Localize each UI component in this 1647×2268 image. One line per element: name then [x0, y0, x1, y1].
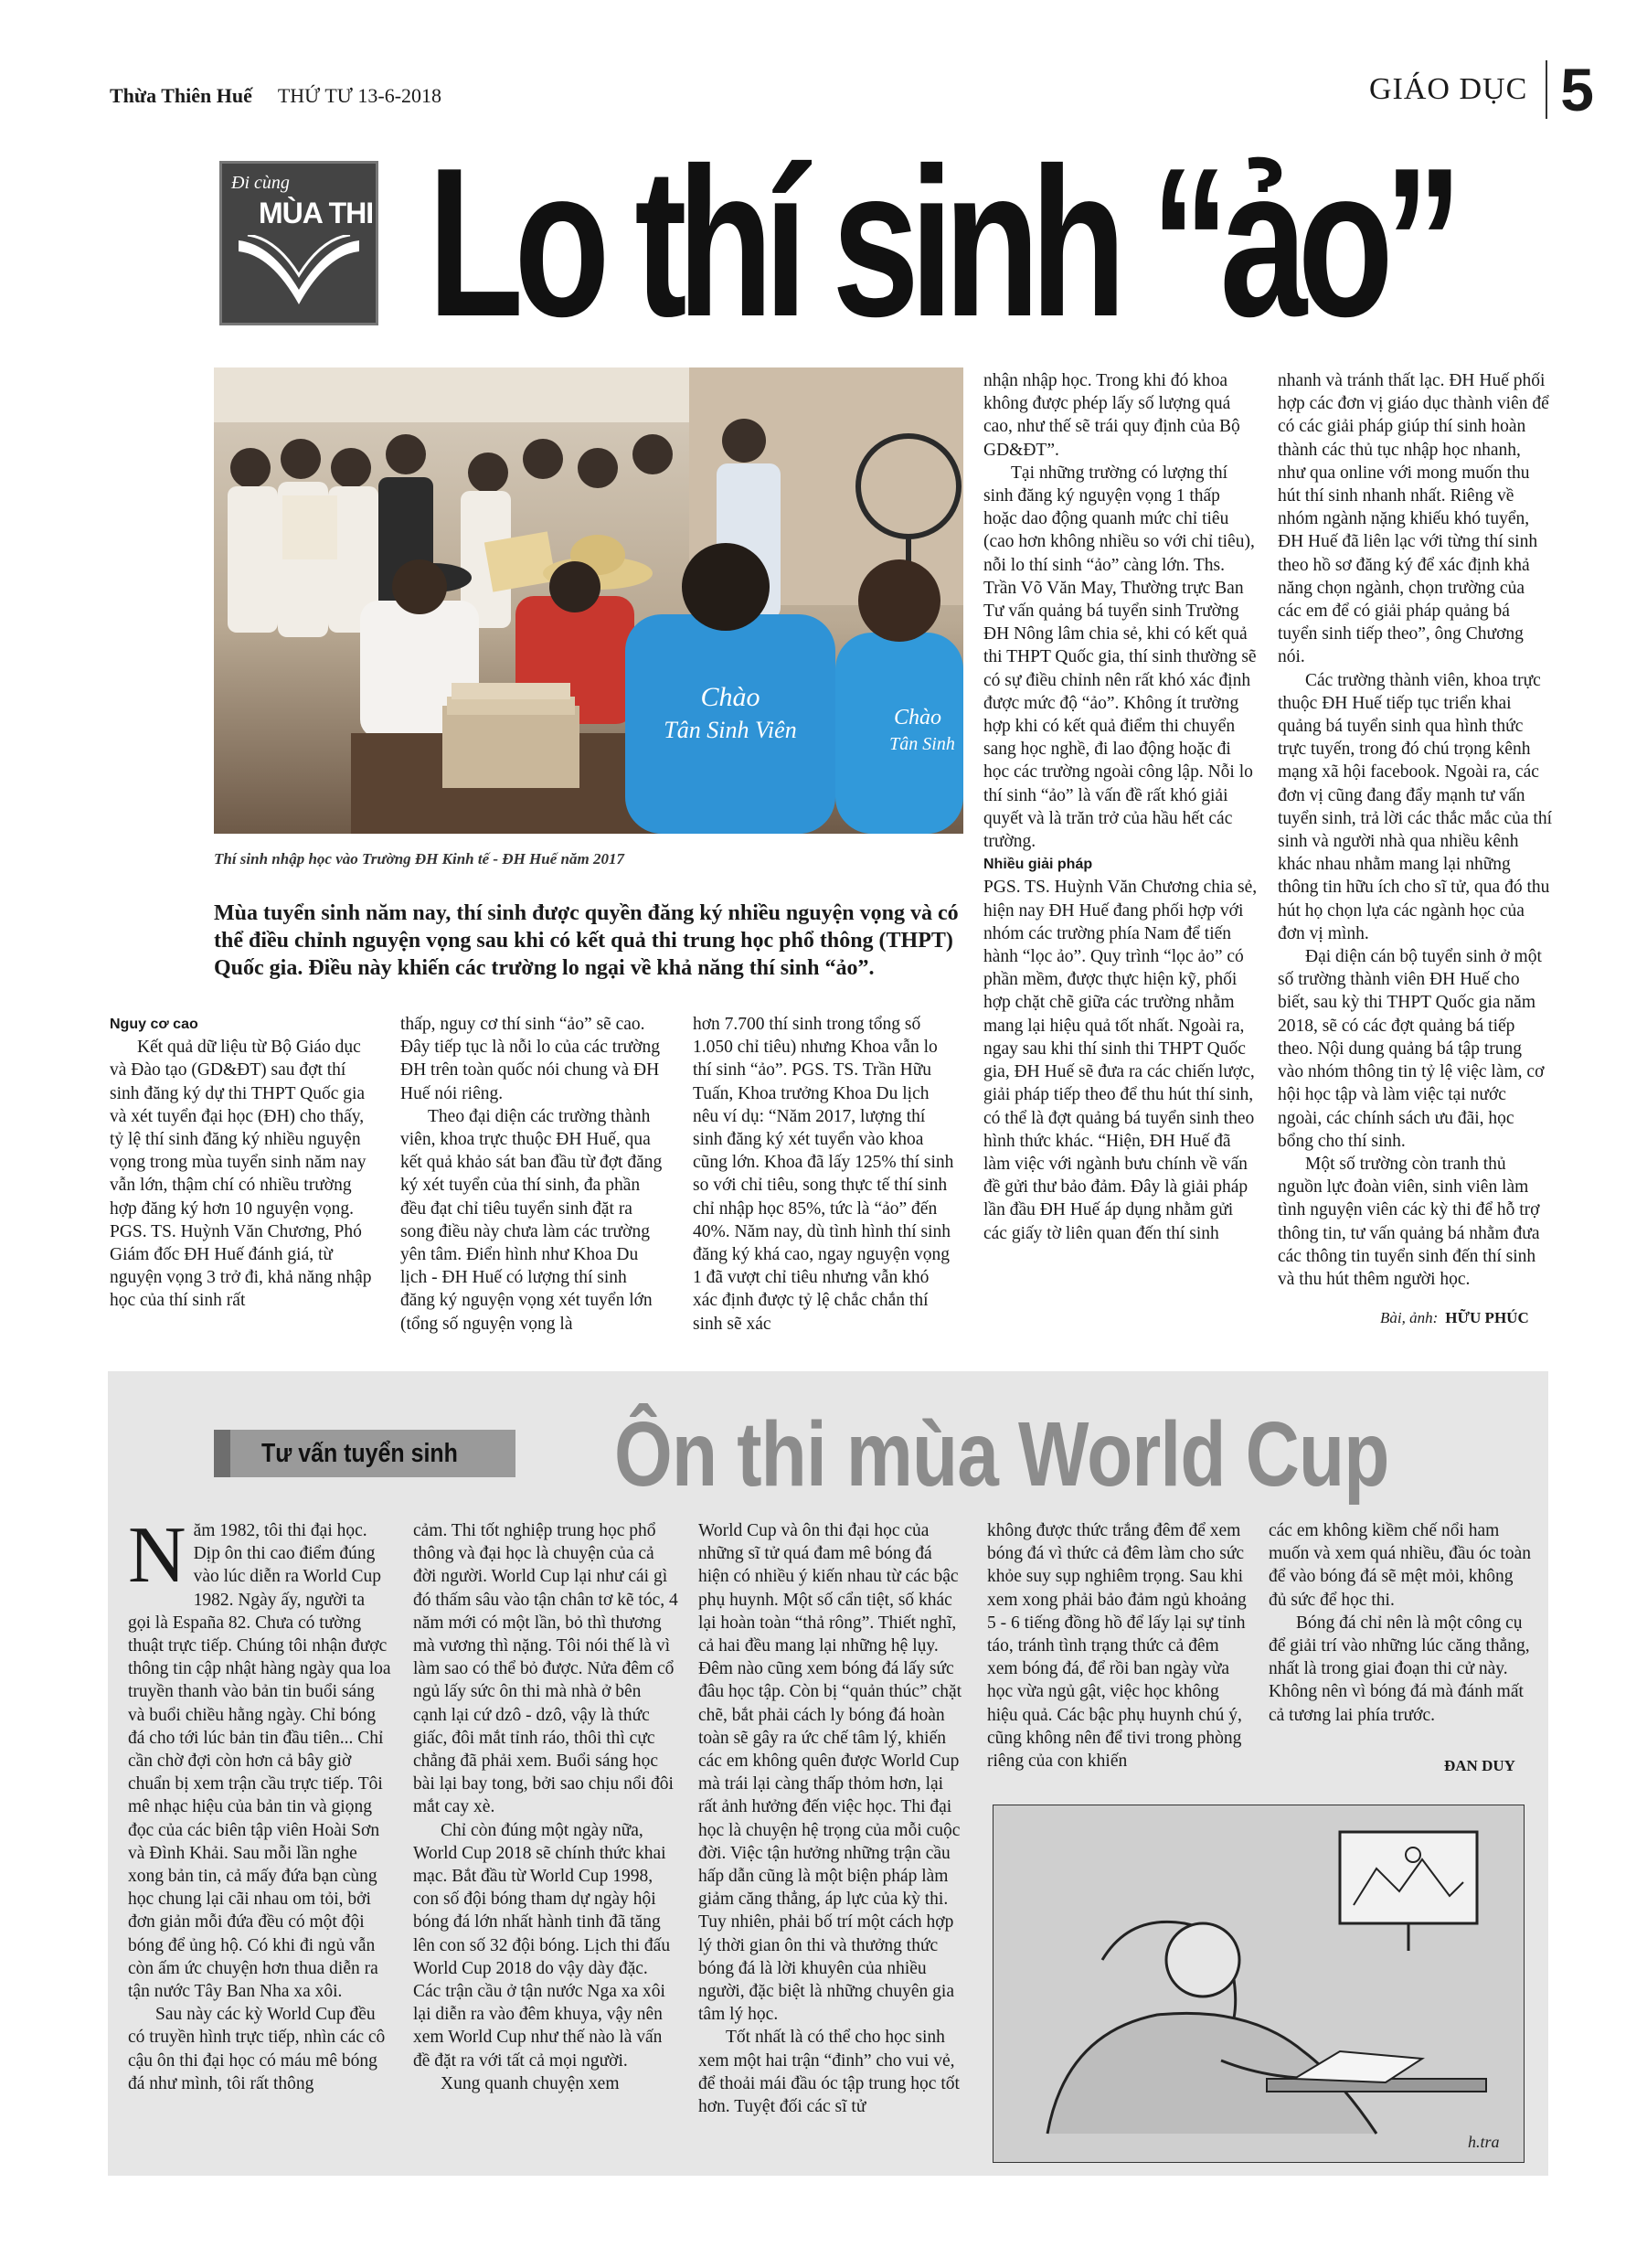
article1-column-lower-2 [400, 1013, 665, 1336]
body-paragraph: Năm 1982, tôi thi đại học. Dịp ôn thi cao điểm đúng vào lúc diễn ra World Cup 1982. Ngày ấy, người ta gọi là España 82. Chưa có tường thuật trực tiếp. Chúng tôi nhận được thông tin cập nhật hàng ngày qua loa truyền thanh vào bản tin buổi sáng và buổi chiều hằng ngày. Chỉ bóng đá cho tới lúc bản tin đầu tiên... Chỉ cần chờ đợi còn hơn cả bây giờ chuẩn bị xem trận cầu trực tiếp. Tôi mê nhạc hiệu của bản tin và giọng đọc của các biên tập viên Hoài Sơn và Đình Khải. Sau mỗi lần nghe xong bản tin, cả mấy đứa bạn cùng học chung lại cãi nhau om tỏi, bởi đơn giản mỗi đứa đều có một đội bóng để ủng hộ. Có khi đi ngủ vẫn còn ấm ức chuyện hơn thua diễn ra tận nước Tây Ban Nha xa xôi. [128, 1511, 391, 2002]
svg-text:Tân Sinh: Tân Sinh [889, 734, 955, 754]
byline-name: HỮU PHÚC [1445, 1309, 1529, 1326]
svg-text:Chào: Chào [700, 682, 760, 712]
article2-column-4 [987, 1519, 1252, 1773]
body-paragraph: Theo đại diện các trường thành viên, khoa trực thuộc ĐH Huế, qua kết quả khảo sát ban đầu từ đợt đăng ký xét tuyển của thí sinh, đa phần đều đạt chỉ tiêu tuyển sinh đặt ra song điều này chưa làm các trường yên tâm. Điển hình như Khoa Du lịch - ĐH Huế có lượng thí sinh đăng ký nguyện vọng xét tuyển lớn (tổng số nguyện vọng là [400, 1106, 663, 1334]
article-photo [214, 367, 963, 834]
logo-line2: MÙA THI [259, 197, 374, 229]
svg-text:Tân Sinh Viên: Tân Sinh Viên [664, 717, 797, 743]
column-logo [219, 161, 378, 325]
body-paragraph: Đại diện cán bộ tuyển sinh ở một số trường thành viên ĐH Huế cho biết, sau kỳ thi THPT Quốc gia năm 2018, sẽ có các đợt quảng bá tiếp theo. Nội dung quảng bá tập trung vào nhóm thông tin tỷ lệ việc làm, cơ hội học tập và làm việc tại nước ngoài, các chính sách ưu đãi, học bổng cho thí sinh. [1278, 947, 1545, 1151]
header-divider [1546, 60, 1547, 119]
article1-column-lower-1 [110, 1013, 375, 1313]
book-icon [235, 235, 363, 308]
article-lead: Mùa tuyển sinh năm nay, thí sinh được quyền đăng ký nhiều nguyện vọng và có thể điều chỉnh nguyện vọng sau khi có kết quả thi trung học phổ thông (THPT) Quốc gia. Điều này khiến các trường lo ngại về khả năng thí sinh “ảo”. [214, 901, 959, 980]
body-paragraph: nhanh và tránh thất lạc. ĐH Huế phối hợp các đơn vị giáo dục thành viên để có các giải pháp giúp thí sinh hoàn thành các thủ tục nhập học nhanh, như qua online với mong muốn thu hút thí sinh nhanh nhất. Riêng về nhóm ngành nặng khiếu khó tuyển, ĐH Huế đã liên lạc với từng thí sinh theo hồ sơ đăng ký để xác định khả năng chọn ngành, chọn trường của các em để có giải pháp quảng bá tuyển sinh tiếp theo”, ông Chương nói. [1278, 371, 1549, 667]
tag-accent [214, 1430, 230, 1477]
drop-cap: N [128, 1511, 186, 1600]
article2-column-2 [413, 1519, 678, 2095]
photo-students-queue-icon [214, 367, 963, 834]
body-paragraph: Sau này các kỳ World Cup đều có truyền hình trực tiếp, nhìn các cô cậu ôn thi đại học có máu mê bóng đá như mình, tôi rất thông [128, 2005, 386, 2093]
body-paragraph: Một số trường còn tranh thủ nguồn lực đoàn viên, sinh viên làm tình nguyện viên các kỳ thi để hỗ trợ thông tin, tư vấn quảng bá nhằm đưa các thông tin tuyển sinh đến thí sinh và thu hút thêm người học. [1278, 1154, 1540, 1289]
svg-text:Chào: Chào [893, 706, 942, 729]
article2-column-1 [128, 1511, 391, 2095]
body-paragraph: cảm. Thi tốt nghiệp trung học phổ thông và đại học là chuyện của cả đời người. World Cup lại như cái gì đó thấm sâu vào tận chân tơ kẽ tóc, 4 năm mới có một lần, bỏ thì thương mà vương thì nặng. Tôi nói thế là vì làm sao có thể bỏ được. Nửa đêm cổ ngủ lấy sức ôn thi mà nhà ở bên cạnh lại cứ dzô - dzô, vậy là thức giấc, đôi mắt tỉnh ráo, thôi thì cực chẳng đã phải xem. Buổi sáng học bài lại bay tong, bởi sao chịu nổi đôi mắt cay xè. [413, 1521, 678, 1817]
body-paragraph: PGS. TS. Huỳnh Văn Chương chia sẻ, hiện nay ĐH Huế đang phối hợp với nhóm các trường phía Nam để tiến hành “lọc ảo”. Quy trình “lọc ảo” có phần mềm, được thực hiện kỹ, phối hợp chặt chẽ giữa các trường nhằm mang lại hiệu quả tốt nhất. Ngoài ra, ngay sau khi thí sinh thi THPT Quốc gia, ĐH Huế sẽ đưa ra các chiến lược, giải pháp tiếp theo để thu hút thí sinh, có thể là đợt quảng bá tuyển sinh theo hình thức khác. “Hiện, ĐH Huế đã làm việc với ngành bưu chính về vấn đề gửi thư bảo đảm. Đây là giải pháp lần đầu ĐH Huế áp dụng nhằm gửi các giấy tờ liên quan đến thí sinh [983, 878, 1258, 1243]
article1-column-upper-1 [983, 369, 1258, 1245]
illustration-student-watching-tv-icon [993, 1805, 1525, 2163]
page-header-left [110, 84, 441, 108]
issue-date: THỨ TƯ 13-6-2018 [277, 84, 442, 107]
illustration-signature: h.tra [1468, 2133, 1500, 2151]
body-paragraph: không được thức trắng đêm để xem bóng đá vì thức cả đêm làm cho sức khỏe suy sụp nghiêm trọng. Sau khi xem xong phải bảo đảm ngủ khoảng 5 - 6 tiếng đồng hồ để lấy lại sự tỉnh táo, tránh tình trạng thức cả đêm xem bóng đá, để rồi ban ngày vừa học vừa ngủ gật, việc học không hiệu quả. Các bậc phụ huynh chú ý, cũng không nên để tivi trong phòng riêng của con khiến [987, 1521, 1247, 1772]
body-paragraph: Tốt nhất là có thể cho học sinh xem một hai trận “đinh” cho vui vẻ, để thoải mái đầu óc tập trung học tốt hơn. Tuyệt đối các sĩ tử [698, 2028, 960, 2117]
body-paragraph: Kết quả dữ liệu từ Bộ Giáo dục và Đào tạo (GD&ĐT) sau đợt thí sinh đăng ký dự thi THPT Quốc gia và xét tuyển đại học (ĐH) cho thấy, tỷ lệ thí sinh đăng ký nhiều nguyện vọng trong mùa tuyển sinh năm nay vẫn lớn, thậm chí có nhiều trường hợp đăng ký hơn 10 nguyện vọng. PGS. TS. Huỳnh Văn Chương, Phó Giám đốc ĐH Huế đánh giá, từ nguyện vọng 3 trở đi, khả năng nhập học của thí sinh rất [110, 1038, 372, 1311]
article2-author: ĐAN DUY [1444, 1757, 1515, 1774]
body-paragraph: Bóng đá chỉ nên là một công cụ để giải trí vào những lúc căng thẳng, nhất là trong giai đoạn thi cử này. Không nên vì bóng đá mà đánh mất cả tương lai phía trước. [1269, 1613, 1530, 1725]
section-name: GIÁO DỤC [1369, 72, 1528, 106]
body-paragraph: Các trường thành viên, khoa trực thuộc ĐH Huế tiếp tục triển khai quảng bá tuyển sinh qua hình thức trực tuyến, trong đó chú trọng kênh mạng xã hội facebook. Ngoài ra, các đơn vị cũng đang đẩy mạnh tư vấn tuyển sinh, trả lời các thắc mắc của thí sinh và người nhà qua nhiều kênh khác nhau nhằm mang lại những thông tin hữu ích cho sĩ tử, qua đó thu hút họ chọn lựa các ngành học của đơn vị mình. [1278, 670, 1552, 943]
subheading: Nguy cơ cao [110, 1017, 198, 1032]
article1-column-lower-3 [693, 1013, 958, 1336]
page-number: 5 [1560, 56, 1594, 123]
subheading: Nhiều giải pháp [983, 857, 1093, 873]
byline [1380, 1309, 1529, 1327]
byline-label: Bài, ảnh: [1380, 1309, 1439, 1326]
photo-caption: Thí sinh nhập học vào Trường ĐH Kinh tế - ĐH Huế năm 2017 [214, 850, 624, 868]
article2-column-5 [1269, 1519, 1534, 1727]
body-paragraph: các em không kiềm chế nổi ham muốn và xem quá nhiều, đầu óc toàn để vào bóng đá sẽ mệt mỏi, không đủ sức để học thi. [1269, 1521, 1532, 1610]
article1-column-upper-2 [1278, 369, 1552, 1291]
tag-label: Tư vấn tuyển sinh [261, 1439, 458, 1468]
body-paragraph: hơn 7.700 thí sinh trong tổng số 1.050 chỉ tiêu) nhưng Khoa vẫn lo thí sinh “ảo”. PGS. TS. Trần Hữu Tuấn, Khoa trưởng Khoa Du lịch nêu ví dụ: “Năm 2017, lượng thí sinh đăng ký xét tuyển vào khoa cũng lớn. Khoa đã lấy 125% thí sinh so với chỉ tiêu, song thực tế thí sinh chỉ nhập học 85%, tức là “ảo” đến 40%. Năm nay, dù tình hình thí sinh đăng ký khá cao, ngay nguyện vọng 1 đã vượt chỉ tiêu nhưng vẫn khó xác định được tỷ lệ chắc chắn thí sinh sẽ xác [693, 1015, 954, 1334]
body-paragraph: thấp, nguy cơ thí sinh “ảo” sẽ cao. Đây tiếp tục là nỗi lo của các trường ĐH trên toàn quốc nói chung và ĐH Huế nói riêng. [400, 1015, 661, 1103]
body-paragraph: nhận nhập học. Trong khi đó khoa không được phép lấy số lượng quá cao, như thế sẽ trái quy định của Bộ GD&ĐT”. [983, 371, 1240, 460]
article2-illustration [993, 1805, 1525, 2163]
article2-title: Ôn thi mùa World Cup [614, 1403, 1389, 1506]
article-headline: Lo thí sinh “ảo” [428, 124, 1453, 361]
body-paragraph: Xung quanh chuyện xem [441, 2073, 620, 2093]
body-paragraph: World Cup và ôn thi đại học của những sĩ tử quá đam mê bóng đá hiện có nhiều ý kiến nhau từ các bậc phụ huynh. Một số cẩn tiệt, số khác lại hoàn toàn “thả rông”. Thiết nghĩ, cả hai đều mang lại những hệ lụy. Đêm nào cũng xem bóng đá lấy sức đâu học tập. Còn bị “quản thúc” chặt chẽ, bắt phải cách ly bóng đá hoàn toàn sẽ gây ra ức chế tâm lý, khiến các em không quên được World Cup mà trái lại càng thấp thỏm hơn, lại rất ảnh hưởng đến việc học. Thi đại học là chuyện hệ trọng của mỗi cuộc đời. Việc tận hưởng những trận cầu hấp dẫn cũng là một biện pháp làm giảm căng thẳng, áp lực của kỳ thi. Tuy nhiên, phải bố trí một cách hợp lý thời gian ôn thi và thưởng thức bóng đá là lời khuyên của nhiều người, đặc biệt là những chuyên gia tâm lý học. [698, 1521, 962, 2025]
newspaper-name: Thừa Thiên Huế [110, 84, 252, 107]
body-paragraph: Tại những trường có lượng thí sinh đăng ký nguyện vọng 1 thấp hoặc dao động quanh mức chỉ tiêu (cao hơn không nhiều so với chỉ tiêu), nỗi lo thí sinh “ảo” càng lớn. Ths. Trần Võ Văn May, Thường trực Ban Tư vấn quảng bá tuyển sinh Trường ĐH Nông lâm chia sẻ, khi có kết quả thi THPT Quốc gia, thí sinh thường sẽ có sự điều chỉnh nên rất khó xác định được mức độ “ảo”. Không ít trường hợp khi có kết quả điểm thi chuyển sang học nghề, đi lao động hoặc đi học các trường ngoài công lập. Nỗi lo thí sinh “ảo” là vấn đề rất khó giải quyết và là trăn trở của hầu hết các trường. [983, 463, 1257, 852]
page-header-right [1369, 55, 1594, 124]
section-tag [214, 1430, 515, 1477]
article2-column-3 [698, 1519, 963, 2118]
logo-line1: Đi cùng [231, 173, 290, 193]
body-paragraph: Chỉ còn đúng một ngày nữa, World Cup 2018 sẽ chính thức khai mạc. Bắt đầu từ World Cup 1998, con số đội bóng tham dự ngày hội bóng đá lớn nhất hành tinh đã tăng lên con số 32 đội bóng. Lịch thi đấu World Cup 2018 do vậy dày đặc. Các trận cầu ở tận nước Nga xa xôi lại diễn ra vào đêm khuya, vậy nên xem World Cup như thế nào là vấn đề đặt ra với tất cả mọi người. [413, 1820, 671, 2071]
